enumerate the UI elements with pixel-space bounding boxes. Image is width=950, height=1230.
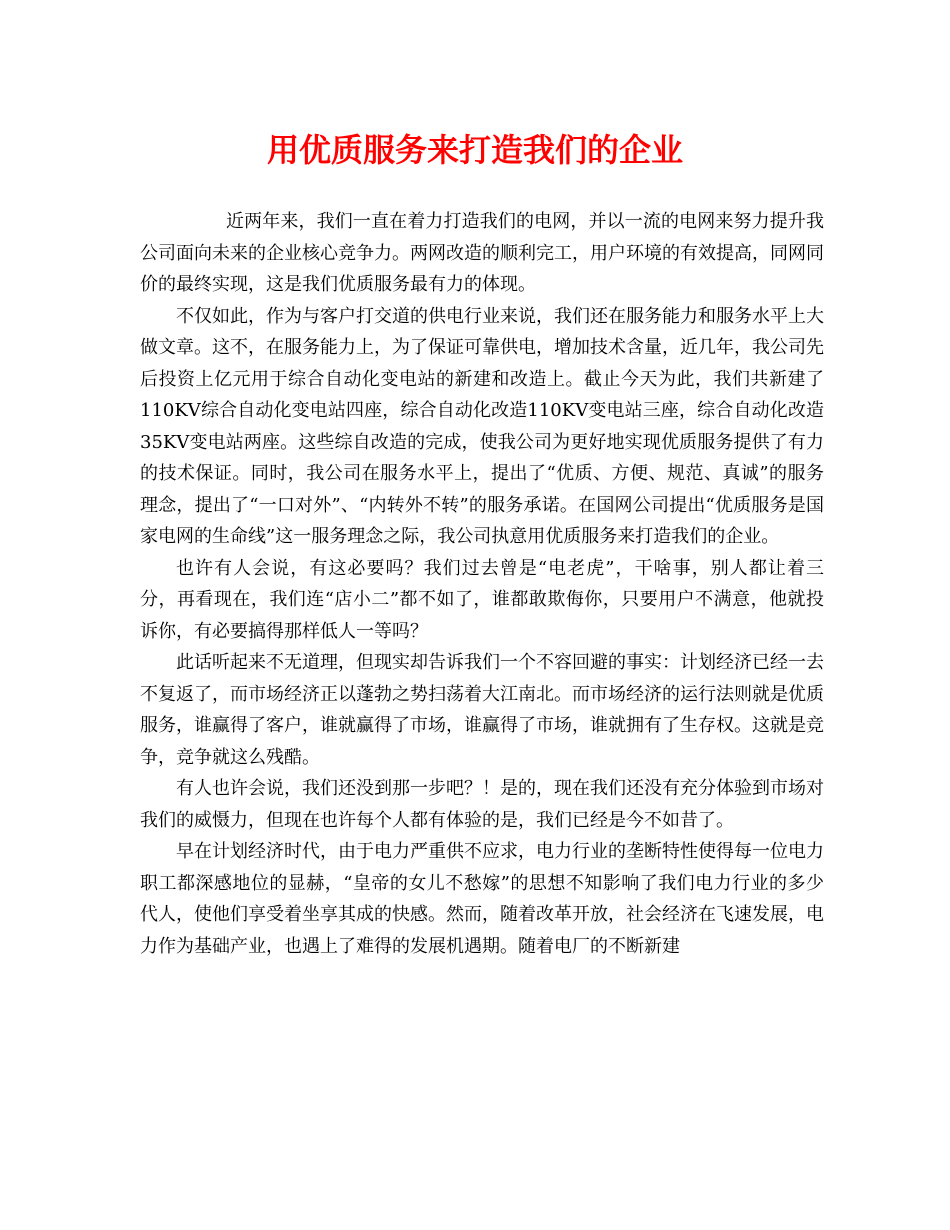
paragraph-3: 也许有人会说，有这必要吗？我们过去曾是“电老虎”，干啥事，别人都让着三分，再看现在，我们连“店小二”都不如了，谁都敢欺侮你，只要用户不满意，他就投诉你，有必要搞得那样低人一等吗？ bbox=[140, 557, 824, 642]
paragraph-1: 近两年来，我们一直在着力打造我们的电网，并以一流的电网来努力提升我公司面向未来的企业核心竞争力。两网改造的顺利完工，用户环境的有效提高，同网同价的最终实现，这是我们优质服务最有力的体现。 bbox=[140, 211, 824, 295]
paragraph-4: 此话听起来不无道理，但现实却告诉我们一个不容回避的事实：计划经济已经一去不复返了，而市场经济正以蓬勃之势扫荡着大江南北。而市场经济的运行法则就是优质服务，谁赢得了客户，谁就赢得了市场，谁赢得了市场，谁就拥有了生存权。这就是竞争，竞争就这么残酷。 bbox=[140, 652, 824, 768]
paragraph-5: 有人也许会说，我们还没到那一步吧？！是的，现在我们还没有充分体验到市场对我们的威慑力，但现在也许每个人都有体验的是，我们已经是今不如昔了。 bbox=[140, 778, 824, 831]
document-title: 用优质服务来打造我们的企业 bbox=[266, 131, 683, 169]
document-body bbox=[140, 206, 824, 962]
paragraph-2: 不仅如此，作为与客户打交道的供电行业来说，我们还在服务能力和服务水平上大做文章。这不，在服务能力上，为了保证可靠供电，增加技术含量，近几年，我公司先后投资上亿元用于综合自动化变电站的新建和改造上。截止今天为此，我们共新建了110KV综合自动化变电站四座，综合自动化改造110KV变电站三座，综合自动化改造35KV变电站两座。这些综自改造的完成，使我公司为更好地实现优质服务提供了有力的技术保证。同时，我公司在服务水平上，提出了“优质、方便、规范、真诚”的服务理念，提出了“一口对外”、“内转外不转”的服务承诺。在国网公司提出“优质服务是国家电网的生命线”这一服务理念之际，我公司执意用优质服务来打造我们的企业。 bbox=[140, 305, 824, 547]
paragraph-6: 早在计划经济时代，由于电力严重供不应求，电力行业的垄断特性使得每一位电力职工都深感地位的显赫，“皇帝的女儿不愁嫁”的思想不知影响了我们电力行业的多少代人，使他们享受着坐享其成的快感。然而，随着改革开放，社会经济在飞速发展，电力作为基础产业，也遇上了难得的发展机遇期。随着电厂的不断新建 bbox=[140, 841, 824, 957]
